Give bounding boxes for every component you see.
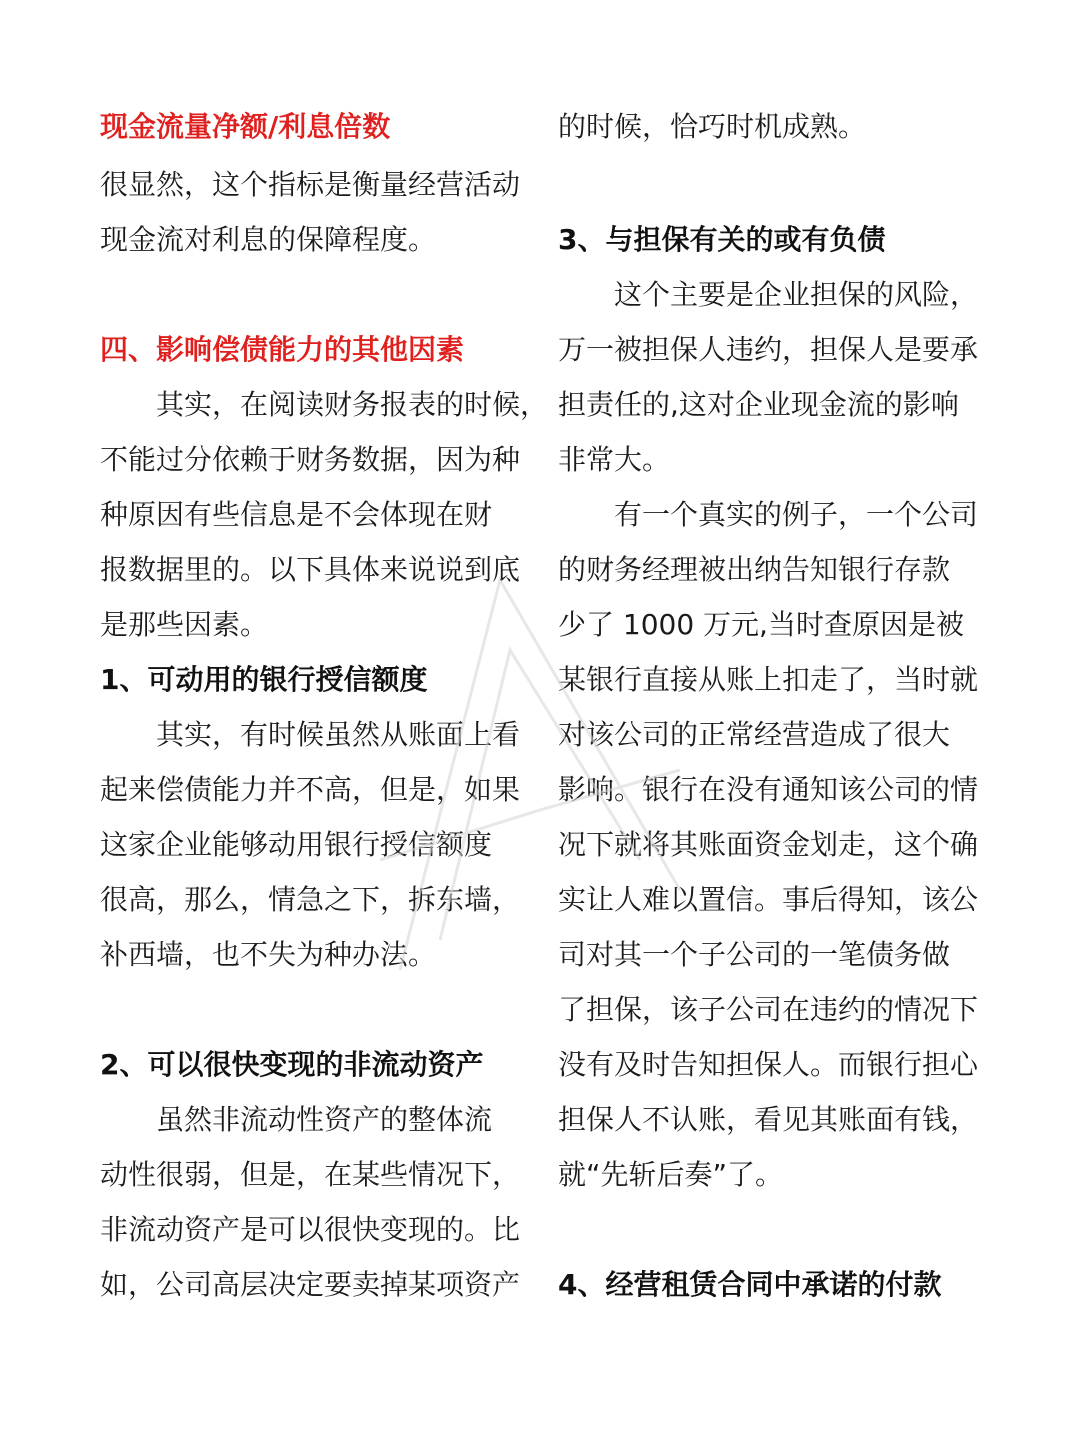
paragraph-line: 担保人不认账，看见其账面有钱， [558,1103,979,1136]
paragraph-line: 报数据里的。以下具体来说说到底 [100,553,521,586]
paragraph-line: 起来偿债能力并不高，但是，如果 [100,773,521,806]
paragraph-line: 这个主要是企业担保的风险， [614,278,979,311]
paragraph-line: 担责任的,这对企业现金流的影响 [558,388,959,421]
paragraph-line: 种原因有些信息是不会体现在财 [100,498,493,531]
paragraph-line: 了担保，该子公司在违约的情况下 [558,993,979,1026]
paragraph-line: 况下就将其账面资金划走，这个确 [558,828,979,861]
paragraph-line: 非常大。 [558,443,671,476]
paragraph-line: 其实，在阅读财务报表的时候， [156,388,549,421]
paragraph-line: 就“先斩后奏”了。 [558,1158,784,1191]
paragraph-line: 的财务经理被出纳告知银行存款 [558,553,951,586]
paragraph-line: 司对其一个子公司的一笔债务做 [558,938,951,971]
paragraph-line: 其实，有时候虽然从账面上看 [156,718,521,751]
paragraph-line: 很显然，这个指标是衡量经营活动 [100,168,521,201]
paragraph-line: 某银行直接从账上扣走了，当时就 [558,663,979,696]
paragraph-line: 的时候，恰巧时机成熟。 [558,110,867,143]
paragraph-line: 动性很弱，但是，在某些情况下， [100,1158,521,1191]
paragraph-line: 实让人难以置信。事后得知，该公 [558,883,979,916]
paragraph-line: 补西墙，也不失为种办法。 [100,938,437,971]
paragraph-line: 是那些因素。 [100,608,269,641]
paragraph-line: 万一被担保人违约，担保人是要承 [558,333,979,366]
paragraph-line: 虽然非流动性资产的整体流 [156,1103,493,1136]
item2-heading: 2、可以很快变现的非流动资产 [100,1048,484,1081]
paragraph-line: 非流动资产是可以很快变现的。比 [100,1213,521,1246]
item4-heading: 4、经营租赁合同中承诺的付款 [558,1268,942,1301]
paragraph-line: 对该公司的正常经营造成了很大 [558,718,951,751]
paragraph-line: 如，公司高层决定要卖掉某项资产 [100,1268,521,1301]
item3-heading: 3、与担保有关的或有负债 [558,223,886,256]
paragraph-line: 少了 1000 万元,当时查原因是被 [558,608,964,641]
paragraph-line: 不能过分依赖于财务数据，因为种 [100,443,521,476]
paragraph-line: 很高，那么，情急之下，拆东墙， [100,883,521,916]
paragraph-line: 有一个真实的例子，一个公司 [614,498,979,531]
paragraph-line: 这家企业能够动用银行授信额度 [100,828,493,861]
paragraph-line: 影响。银行在没有通知该公司的情 [558,773,979,806]
section4-heading: 四、影响偿债能力的其他因素 [100,333,465,366]
cashflow-heading: 现金流量净额/利息倍数 [100,110,391,143]
item1-heading: 1、可动用的银行授信额度 [100,663,428,696]
paragraph-line: 没有及时告知担保人。而银行担心 [558,1048,979,1081]
paragraph-line: 现金流对利息的保障程度。 [100,223,437,256]
